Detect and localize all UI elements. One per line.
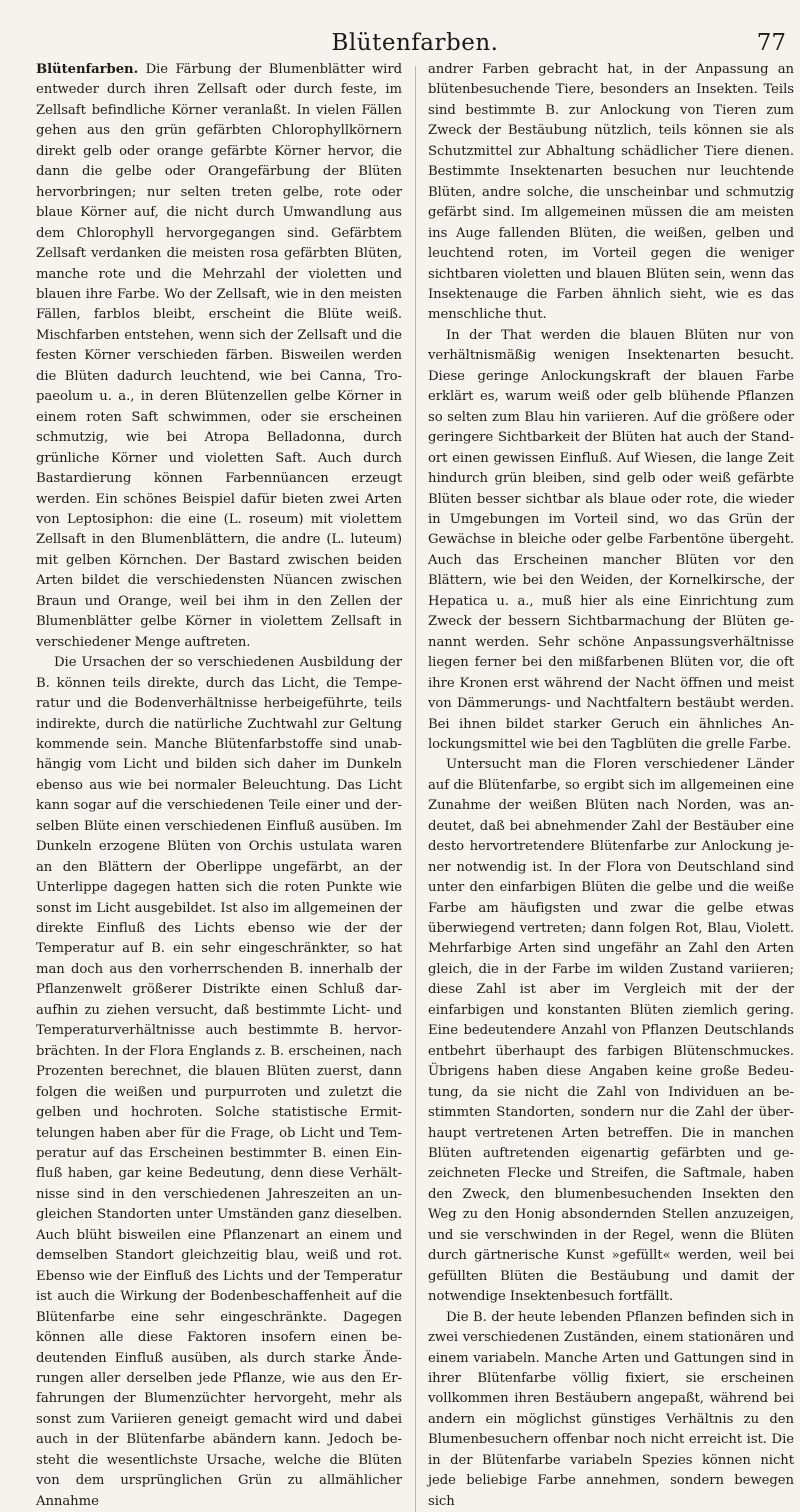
right-column: [428, 60, 794, 1512]
page-number: 77: [756, 30, 786, 56]
paragraph-text: Untersucht man die Floren verschiedener Länder auf die Blütenfarbe, so ergibt sich im allgemeinen eine Zunahme der weißen Blüten nach Norden, was andeutet, daß bei abnehmender Zahl der Bestäuber eine desto hervortretendere Blütenfarbe zur Anlockung jener notwendig ist. In der Flora von Deutschland sind unter den einfarbigen Blüten die gelbe und die weiße Farbe am häufigsten und zwar die gelbe etwas überwiegend vertreten; dann folgen Rot, Blau, Violett. Mehrfarbige Arten sind ungefähr an Zahl den Arten gleich, die in der Farbe im wilden Zustand variieren; diese Zahl ist aber im Vergleich mit der der einfarbigen und konstanten Blüten ziemlich gering. Eine bedeutendere Anzahl von Pflanzen Deutschlands entbehrt überhaupt des farbigen Blütenschmuckes. Übrigens haben diese Angaben keine große Bedeutung, da sie nicht die Zahl von Individuen an bestimmten Standorten, sondern nur die Zahl der überhaupt vertretenen Arten betreffen. Die in manchen Blüten auftretenden eigenartig gefärbten und gezeichneten Flecke und Streifen, die Saftmale, haben den Zweck, den blumenbesuchenden Insekten den Weg zu den Honig absondernden Stellen anzuzeigen, und sie verschwinden in der Regel, wenn die Blüten durch gärtnerische Kunst »gefüllt« werden, weil bei gefüllten Blüten die Bestäubung und damit der notwendige Insektenbesuch fortfällt.: [428, 757, 794, 1305]
paragraph: [36, 60, 402, 653]
text-columns: [36, 60, 794, 1512]
paragraph-text: In der That werden die blauen Blüten nur von verhältnismäßig wenigen Insektenarten besucht. Diese geringe Anlockungskraft der blauen Farbe erklärt es, warum weiß oder gelb blühende Pflanzen so selten zum Blau hin variieren. Auf die größere oder geringere Sichtbarkeit der Blüten hat auch der Standort einen gewissen Einfluß. Auf Wiesen, die lange Zeit hindurch grün bleiben, sind gelb oder weiß gefärbte Blüten besser sichtbar als blaue oder rote, die wieder in Umgebungen im Vorteil sind, wo das Grün der Gewächse in bleiche oder gelbe Farbentöne übergeht. Auch das Erscheinen mancher Blüten vor den Blättern, wie bei den Weiden, der Kornelkirsche, der Hepatica u. a., muß hier als eine Einrichtung zum Zweck der bessern Sichtbarmachung der Blüten genannt werden. Sehr schöne Anpassungsverhältnisse liegen ferner bei den mißfarbenen Blüten vor, die oft ihre Kronen erst während der Nacht öffnen und meist von Dämmerungs- und Nachtfaltern bestäubt werden. Bei ihnen bildet starker Geruch ein ähnliches Anlockungsmittel wie bei den Tagblüten die grelle Farbe.: [428, 327, 794, 752]
paragraph-text: Die B. der heute lebenden Pflanzen befinden sich in zwei verschiedenen Zuständen, einem stationären und einem variabeln. Manche Arten und Gattungen sind in ihrer Blütenfarbe völlig fixiert, sie erscheinen vollkommen ihren Bestäubern angepaßt, während bei andern ein möglichst günstiges Verhältnis zu den Blumenbesuchern offenbar noch nicht erreicht ist. Die in der Blütenfarbe variabeln Spezies können nicht jede beliebige Farbe annehmen, sondern bewegen sich: [428, 1309, 794, 1509]
paragraph: [428, 755, 794, 1307]
left-column: [36, 60, 402, 1512]
paragraph: [428, 326, 794, 756]
paragraph-text: andrer Farben gebracht hat, in der Anpassung an blütenbesuchende Tiere, besonders an Insekten. Teils sind bestimmte B. zur Anlockung von Tieren zum Zweck der Bestäubung nützlich, teils können sie als Schutzmittel zur Abhaltung schädlicher Tiere dienen. Bestimmte Insektenarten besuchen nur leuchtende Blüten, andre solche, die unscheinbar und schmutzig gefärbt sind. Im allgemeinen müssen die am meisten ins Auge fallenden Blüten, die weißen, gelben und leuchtend roten, im Vorteil gegen die weniger sichtbaren violetten und blauen Blüten sein, wenn das Insektenauge die Farben ähnlich sieht, wie es das menschliche thut.: [428, 62, 794, 323]
paragraph: [428, 60, 794, 326]
paragraph-text: Die Färbung der Blumenblätter wird entweder durch ihren Zellsaft oder durch feste, im Zellsaft befindliche Körner veranlaßt. In vielen Fällen gehen aus den grün gefärbten Chlorophyllkörnern direkt gelb oder orange gefärbte Körner hervor, die dann die gelbe oder Orangefärbung der Blüten hervorbringen; nur selten treten gelbe, rote oder blaue Körner auf, die nicht durch Umwandlung aus dem Chlorophyll hervorgegangen sind. Gefärbtem Zellsaft verdanken die meisten rosa gefärbten Blüten, manche rote und die Mehrzahl der violetten und blauen ihre Farbe. Wo der Zellsaft, wie in den meisten Fällen, farblos bleibt, erscheint die Blüte weiß. Mischfarben entstehen, wenn sich der Zellsaft und die festen Körner verschieden färben. Bisweilen werden die Blüten dadurch leuchtend, wie bei Canna, Tropaeolum u. a., in deren Blütenzellen gelbe Körner in einem roten Saft schwimmen, oder sie erscheinen schmutzig, wie bei Atropa Belladonna, durch grünliche Körner und violetten Saft. Auch durch Bastardierung können Farbennüancen erzeugt werden. Ein schönes Beispiel dafür bieten zwei Arten von Leptosiphon: die eine (L. roseum) mit violettem Zellsaft in den Blumenblättern, die andre (L. luteum) mit gelben Körnchen. Der Bastard zwischen beiden Arten bildet die verschiedensten Nüancen zwischen Braun und Orange, weil bei ihm in den Zellen der Blumenblätter gelbe Körner in violettem Zellsaft in verschiedener Menge auftreten.: [36, 62, 402, 650]
column-divider: [415, 66, 416, 1512]
page-title: Blütenfarben.: [331, 30, 499, 56]
entry-headword: Blütenfarben.: [36, 62, 139, 77]
paragraph: [36, 653, 402, 1512]
paragraph: [428, 1308, 794, 1512]
paragraph-text: Die Ursachen der so verschiedenen Ausbildung der B. können teils direkte, durch das Licht, die Temperatur und die Bodenverhältnisse herbeigeführte, teils indirekte, durch die natürliche Zuchtwahl zur Geltung kommende sein. Manche Blütenfarbstoffe sind unabhängig vom Licht und bilden sich daher im Dunkeln ebenso aus wie bei normaler Beleuchtung. Das Licht kann sogar auf die verschiedenen Teile einer und derselben Blüte einen verschiedenen Einfluß ausüben. Im Dunkeln erzogene Blüten von Orchis ustulata waren an den Blättern der Oberlippe ungefärbt, an der Unterlippe dagegen hatten sich die roten Punkte wie sonst im Licht ausgebildet. Ist also im allgemeinen der direkte Einfluß des Lichts ebenso wie der der Temperatur auf B. ein sehr eingeschränkter, so hat man doch aus den vorherrschenden B. innerhalb der Pflanzenwelt größerer Distrikte einen Schluß daraufhin zu ziehen versucht, daß bestimmte Licht- und Temperaturverhältnisse auch bestimmte B. hervorbrächten. In der Flora Englands z. B. erscheinen, nach Prozenten berechnet, die blauen Blüten zuerst, dann folgen die weißen und purpurroten und zuletzt die gelben und hochroten. Solche statistische Ermittelungen haben aber für die Frage, ob Licht und Temperatur auf das Erscheinen bestimmter B. einen Einfluß haben, gar keine Bedeutung, denn diese Verhältnisse sind in den verschiedenen Jahreszeiten an ungleichen Standorten unter Umständen ganz dieselben. Auch blüht bisweilen eine Pflanzenart an einem und demselben Standort gleichzeitig blau, weiß und rot. Ebenso wie der Einfluß des Lichts und der Temperatur ist auch die Wirkung der Bodenbeschaffenheit auf die Blütenfarbe eine sehr eingeschränkte. Dagegen können alle diese Faktoren insofern einen bedeutenden Einfluß ausüben, als durch starke Änderungen aller derselben jede Pflanze, wie aus den Erfahrungen der Blumenzüchter hervorgeht, mehr als sonst zum Variieren geneigt gemacht wird und dabei auch in der Blütenfarbe abändern kann. Jedoch besteht die wesentlichste Ursache, welche die Blüten von dem ursprünglichen Grün zu allmählicher Annahme: [36, 655, 402, 1509]
running-head: [36, 0, 794, 60]
